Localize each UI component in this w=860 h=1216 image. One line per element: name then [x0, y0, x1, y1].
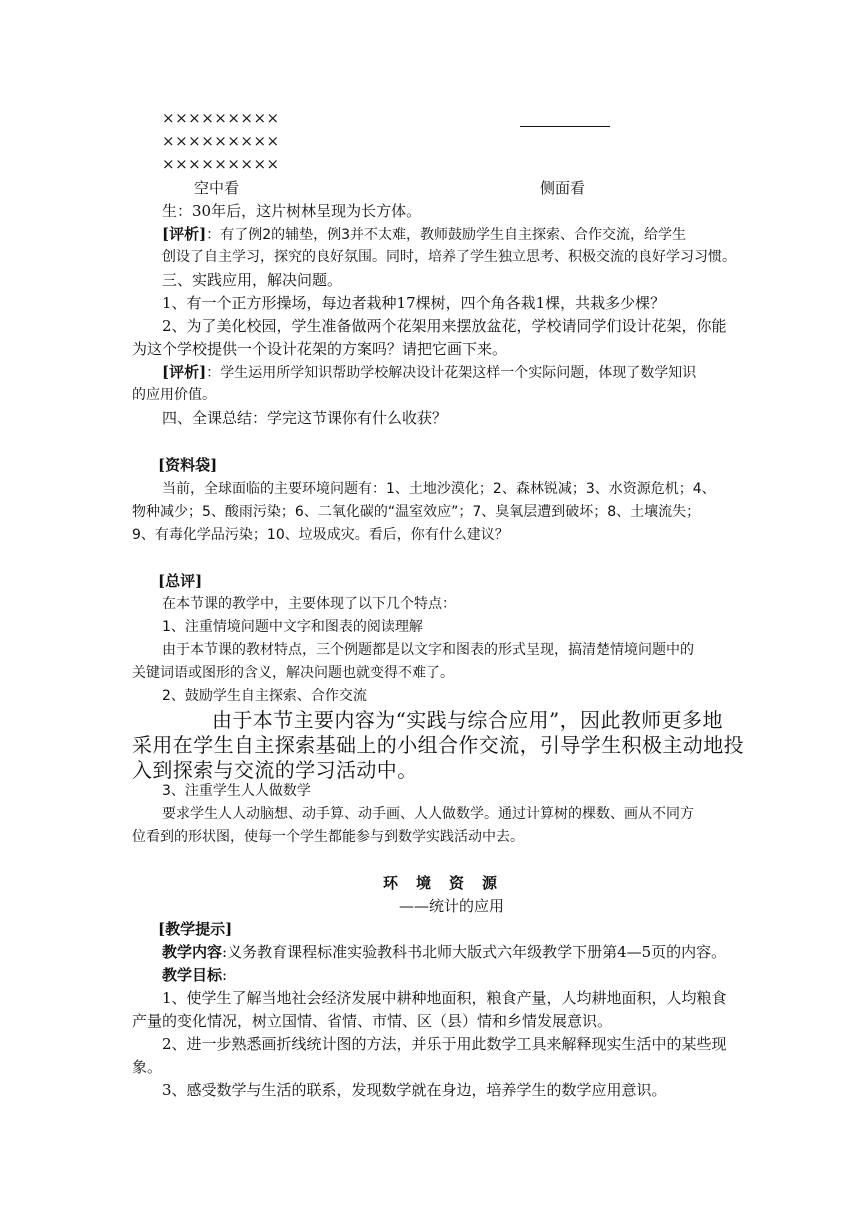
question-2: 2、为了美化校园，学生准备做两个花架用来摆放盆花，学校请同学们设计花架，你能: [162, 317, 727, 335]
analysis-tag: [评析]: [162, 225, 207, 243]
point-title: 2、鼓励学生自主探索、合作交流: [162, 688, 367, 704]
analysis-text: 的应用价值。: [132, 387, 216, 403]
tree-grid-row: ×××××××××: [162, 155, 280, 173]
student-answer: 生：30年后，这片树林呈现为长方体。: [162, 202, 422, 220]
summary-intro: 在本节课的教学中，主要体现了以下几个特点：: [162, 596, 456, 612]
lesson-subtitle: ——统计的应用: [399, 897, 505, 915]
section-heading: 四、全课总结：学完这节课你有什么收获？: [162, 409, 448, 427]
goal-item: 2、进一步熟悉画折线统计图的方法，并乐于用此数学工具来解释现实生活中的某些现: [162, 1035, 727, 1053]
content-paragraph: [162, 942, 726, 962]
point-text: 位看到的形状图，使每一个学生都能参与到数学实践活动中去。: [132, 829, 524, 845]
question-2-cont: 为这个学校提供一个设计花架的方案吗？请把它画下来。: [132, 340, 508, 358]
point-title: 1、注重情境问题中文字和图表的阅读理解: [162, 619, 423, 635]
goal-item: 1、使学生了解当地社会经济发展中耕种地面积，粮食产量，人均耕地面积，人均粮食: [162, 989, 727, 1007]
resource-text: 物种减少；5、酸雨污染；6、二氧化碳的“温室效应”；7、臭氧层遭到破坏；8、土壤流失；: [132, 504, 701, 520]
tree-grid-row: ×××××××××: [162, 109, 280, 127]
goals-colon: :: [222, 966, 228, 984]
content-text: :义务教育课程标准实验教科书北师大版式六年级教学下册第4—5页的内容。: [222, 943, 727, 961]
tree-grid-row: ×××××××××: [162, 132, 280, 150]
summary-heading: [总评]: [158, 572, 203, 590]
goals-label: 教学目标: [162, 966, 223, 984]
point-text-large: 入到探索与交流的学习活动中。: [132, 758, 418, 782]
goals-heading: [162, 965, 227, 985]
goal-item-cont: 象。: [132, 1058, 163, 1076]
resource-text: 当前，全球面临的主要环境问题有：1、土地沙漠化；2、森林锐减；3、水资源危机；4、: [162, 481, 716, 497]
analysis-tag: [评析]: [162, 363, 207, 381]
resource-heading: [资料袋]: [158, 456, 218, 474]
goal-item: 3、感受数学与生活的联系，发现数学就在身边，培养学生的数学应用意识。: [162, 1081, 667, 1099]
caption-top-view: 空中看: [194, 179, 240, 197]
tips-heading: [教学提示]: [158, 920, 233, 938]
lesson-title: 环境资源: [383, 874, 516, 892]
section-heading: 三、实践应用，解决问题。: [162, 271, 343, 289]
point-text-large: 采用在学生自主探索基础上的小组合作交流，引导学生积极主动地投: [132, 733, 744, 757]
point-text: 关键词语或图形的含义，解决问题也就变得不难了。: [132, 665, 454, 681]
resource-text: 9、有毒化学品污染；10、垃圾成灾。看后，你有什么建议？: [132, 527, 509, 543]
point-text: 要求学生人人动脑想、动手算、动手画、人人做数学。通过计算树的棵数、画从不同方: [162, 806, 694, 822]
question-1: 1、有一个正方形操场，每边者栽种17棵树，四个角各栽1棵，共栽多少棵？: [162, 294, 666, 312]
point-title: 3、注重学生人人做数学: [162, 783, 311, 799]
analysis-paragraph: [162, 362, 696, 383]
analysis-text: 创设了自主学习，探究的良好氛围。同时，培养了学生独立思考、积极交流的良好学习习惯。: [162, 249, 736, 265]
caption-side-view: 侧面看: [540, 179, 586, 197]
analysis-paragraph: [162, 224, 686, 245]
goal-item-cont: 产量的变化情况，树立国情、省情、市情、区（县）情和乡情发展意识。: [132, 1012, 613, 1030]
point-text-large: 由于本节主要内容为“实践与综合应用”，因此教师更多地: [212, 708, 723, 732]
analysis-text: ：有了例2的辅垫，例3并不太难，教师鼓励学生自主探索、合作交流，给学生: [206, 227, 687, 243]
side-view-line: [520, 126, 610, 127]
content-label: 教学内容: [162, 943, 223, 961]
point-text: 由于本节课的教材特点，三个例题都是以文字和图表的形式呈现，搞清楚情境问题中的: [162, 642, 694, 658]
analysis-text: ：学生运用所学知识帮助学校解决设计花架这样一个实际问题，体现了数学知识: [206, 365, 697, 381]
